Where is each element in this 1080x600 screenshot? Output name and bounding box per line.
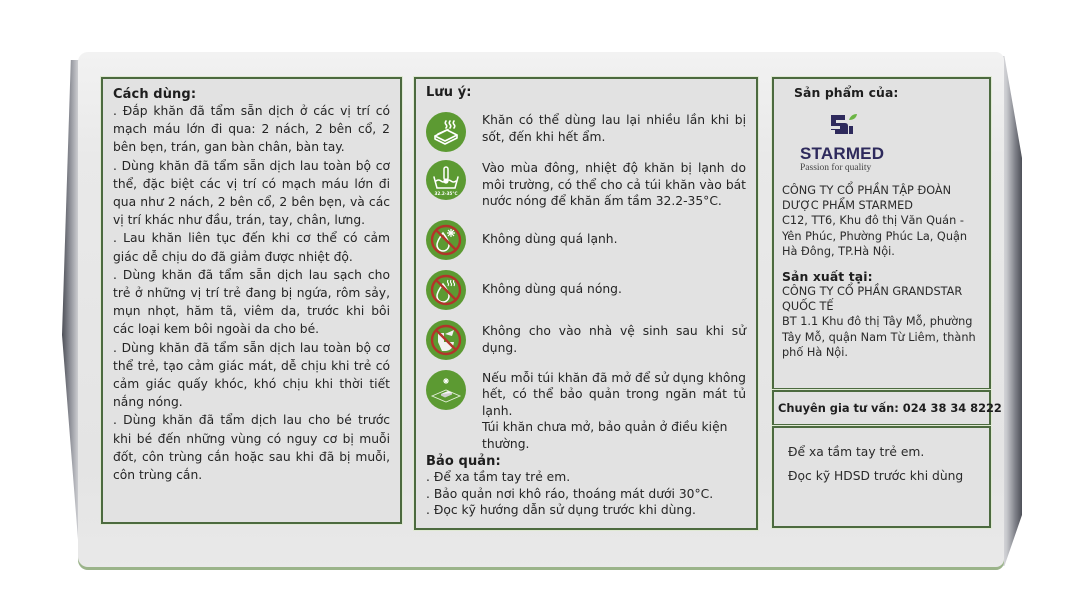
producer-name: CÔNG TY CỔ PHẦN GRANDSTAR QUỐC TẾ [782,285,963,314]
starmed-logo-icon [828,112,858,138]
note-text-secondary: Túi khăn chưa mở, bảo quản ở điều kiện thường. [482,420,728,451]
warning-line: Đọc kỹ HDSD trước khi dùng [788,469,964,483]
note-text: Không cho vào nhà vệ sinh sau khi sử dụng. [482,324,746,355]
producer-heading: Sản xuất tại: [782,269,873,285]
note-text-group [482,370,746,453]
storage-line: . Bảo quản nơi khô ráo, thoáng mát dưới 30°C. [426,486,714,501]
storage-line: . Để xa tầm tay trẻ em. [426,470,571,484]
note-text: Khăn có thể dùng lau lại nhiều lần khi bị sốt, đến khi hết ẩm. [482,113,746,144]
warnings-panel [772,426,991,528]
brand-logo [800,112,981,173]
warning-line: Để xa tầm tay trẻ em. [788,445,925,459]
note-text: Không dùng quá lạnh. [482,232,618,247]
brand-tagline: Passion for quality [800,163,872,173]
usage-paragraph: . Dùng khăn đã tẩm sẵn dịch lau sạch cho trẻ ở những vị trí trẻ đang bị ngứa, rôm sảy, mụn nhọt, hăm tã, viêm da, trước khi bôi các loại kem bôi ngoài da cho bé. [113,267,390,337]
note-text: Không dùng quá nóng. [482,282,622,297]
hotline-panel [772,390,1002,426]
no-cold-icon [426,220,466,260]
notes-panel [414,77,758,530]
warm-towel-icon [426,112,466,152]
usage-text [113,102,390,484]
note-item [426,220,746,260]
no-hot-icon [426,270,466,310]
note-item [426,270,746,310]
note-item [426,320,746,360]
usage-paragraph: . Dùng khăn đã tẩm dịch lau cho bé trước khi bé đến những vùng có nguy cơ bị muỗi đốt, côn trùng cắn hoặc sau khi đã bị muỗi, côn trùng cắn. [113,413,390,483]
brand-name: STARMED [800,144,885,163]
fridge-storage-icon [426,370,466,410]
storage-section [426,454,746,519]
note-item [426,112,746,152]
company-address: C12, TT6, Khu đô thị Văn Quán - Yên Phúc, Phường Phúc La, Quận Hà Đông, TP.Hà Nội. [782,214,968,258]
storage-line: . Đọc kỹ hướng dẫn sử dụng trước khi dùng. [426,503,696,517]
note-item [426,160,746,210]
no-toilet-icon [426,320,466,360]
producer-info [782,284,981,360]
usage-heading: Cách dùng: [113,87,197,102]
note-text: Nếu mỗi túi khăn đã mở để sử dụng không hết, có thể bảo quản trong ngăn mát tủ lạnh. [482,370,746,418]
producer-address: BT 1.1 Khu đô thị Tây Mỗ, phường Tây Mỗ, quận Nam Từ Liêm, thành phố Hà Nội. [782,315,976,359]
manufacturer-panel [772,77,991,390]
usage-paragraph: . Dùng khăn đã tẩm sẵn dịch lau toàn bộ cơ thể, đặc biệt các vị trí có mạch máu lớn đi qua như 2 nách, 2 bên cổ, 2 bên bẹn, và các vị trí khác như đầu, trán, tay, chân, lưng. [113,158,390,228]
svg-text:32.2-35°C: 32.2-35°C [434,191,458,196]
note-item [426,370,746,453]
hotline-text: Chuyên gia tư vấn: 024 38 34 8222 [778,401,1002,415]
manufacturer-heading: Sản phẩm của: [794,85,899,100]
notes-heading: Lưu ý: [426,85,472,100]
usage-paragraph: . Lau khăn liên tục đến khi cơ thể có cảm giác dễ chịu do đã giảm được nhiệt độ. [113,231,390,264]
usage-paragraph: . Dùng khăn đã tẩm sẵn dịch lau toàn bộ cơ thể trẻ, tạo cảm giác mát, dễ chịu khi trẻ có cảm giác quấy khóc, khó chịu khi thời tiết nắng nóng. [113,340,390,410]
note-text: Vào mùa đông, nhiệt độ khăn bị lạnh do môi trường, có thể cho cả túi khăn vào bát nước nóng để khăn ấm tầm 32.2-35°C. [482,161,746,208]
usage-panel [101,77,402,524]
storage-heading: Bảo quản: [426,454,501,469]
usage-paragraph: . Đắp khăn đã tẩm sẵn dịch ở các vị trí có mạch máu lớn đi qua: 2 nách, 2 bên cổ, 2 bên bẹn, trán, gan bàn chân, bàn tay. [113,104,390,155]
warm-water-bowl-icon [426,160,466,200]
company-info [782,183,981,259]
company-name: CÔNG TY CỔ PHẦN TẬP ĐOÀN DƯỢC PHẨM STARMED [782,184,952,213]
